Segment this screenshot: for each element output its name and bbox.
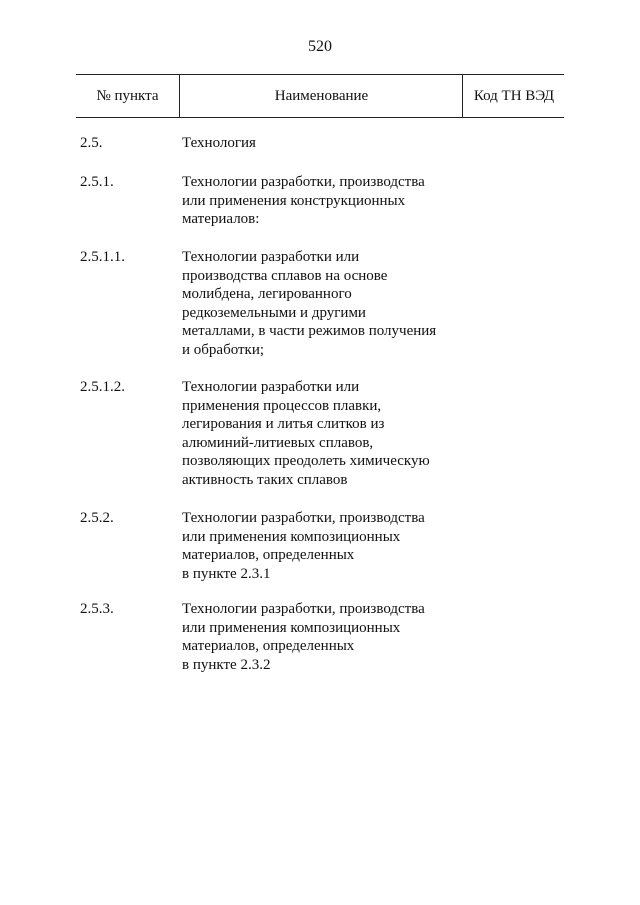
item-number: 2.5.1.1. (80, 249, 125, 265)
item-description (182, 600, 462, 674)
item-description-line: легирования и литья слитков из (182, 416, 385, 432)
item-description-line: в пункте 2.3.2 (182, 656, 271, 673)
item-description-line: или применения композиционных (182, 619, 401, 636)
item-description (182, 248, 462, 359)
column-header-code: Код ТН ВЭД (462, 75, 565, 117)
table-header (76, 74, 564, 118)
item-number: 2.5.3. (80, 601, 114, 617)
item-description (182, 173, 462, 229)
page-number: 520 (308, 38, 332, 55)
item-description-line: производства сплавов на основе (182, 267, 388, 284)
item-description-line: и обработки; (182, 341, 265, 358)
item-description-line: Технологии разработки, производства (182, 601, 425, 617)
item-description-line: материалов: (182, 211, 260, 227)
item-description-line: Технология (182, 135, 256, 151)
item-description-line: материалов, определенных (182, 638, 355, 654)
item-description-line: активность таких сплавов (182, 471, 348, 488)
column-header-name: Наименование (179, 75, 463, 117)
item-description-line: Технологии разработки, производства (182, 174, 425, 190)
item-description-line: алюминий-литиевых сплавов, (182, 434, 374, 451)
item-description-line: Технологии разработки или (182, 249, 360, 265)
item-description-line: редкоземельными и другими (182, 304, 366, 321)
item-description (182, 134, 462, 153)
item-description-line: Технологии разработки или (182, 379, 360, 395)
item-number: 2.5.1. (80, 174, 114, 190)
column-header-number: № пункта (96, 88, 159, 104)
item-description-line: в пункте 2.3.1 (182, 565, 271, 582)
item-description (182, 509, 462, 583)
item-number: 2.5.1.2. (80, 379, 125, 395)
item-description-line: или применения конструкционных (182, 192, 406, 209)
item-number: 2.5. (80, 135, 103, 151)
item-description-line: применения процессов плавки, (182, 397, 382, 414)
item-description-line: Технологии разработки, производства (182, 510, 425, 526)
item-description-line: материалов, определенных (182, 547, 355, 563)
item-description (182, 378, 462, 489)
item-description-line: или применения композиционных (182, 528, 401, 545)
item-description-line: молибдена, легированного (182, 286, 352, 302)
item-description-line: металлами, в части режимов получения (182, 323, 437, 339)
item-description-line: позволяющих преодолеть химическую (182, 453, 430, 469)
item-number: 2.5.2. (80, 510, 114, 526)
